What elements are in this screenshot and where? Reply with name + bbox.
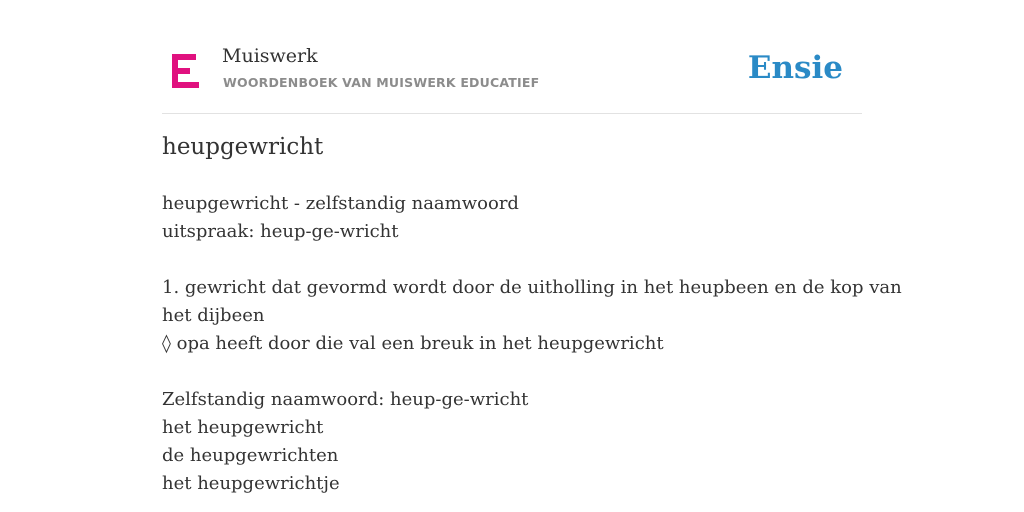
entry-line-word-class: heupgewricht - zelfstandig naamwoord <box>162 193 519 214</box>
entry-line-singular: het heupgewricht <box>162 417 324 438</box>
entry-line-plural: de heupgewrichten <box>162 445 339 466</box>
muiswerk-logo-icon[interactable] <box>172 54 200 88</box>
source-subtitle: WOORDENBOEK VAN MUISWERK EDUCATIEF <box>223 75 540 90</box>
entry-line-definition-cont: het dijbeen <box>162 305 265 326</box>
entry-line-diminutive: het heupgewrichtje <box>162 473 340 494</box>
entry-line-definition: 1. gewricht dat gevormd wordt door de uitholling in het heupbeen en de kop van <box>162 277 902 298</box>
entry-line-example: ◊ opa heeft door die val een breuk in het heupgewricht <box>162 333 664 354</box>
header <box>162 40 862 114</box>
entry-content <box>162 190 902 498</box>
entry-line-inflection-header: Zelfstandig naamwoord: heup-ge-wricht <box>162 389 529 410</box>
ensie-brand-logo[interactable]: Ensie <box>747 50 843 86</box>
spacer <box>162 246 862 274</box>
page-title: heupgewricht <box>162 134 324 160</box>
entry-line-pronunciation: uitspraak: heup-ge-wricht <box>162 221 399 242</box>
source-title[interactable]: Muiswerk <box>222 45 318 67</box>
spacer <box>162 358 862 386</box>
